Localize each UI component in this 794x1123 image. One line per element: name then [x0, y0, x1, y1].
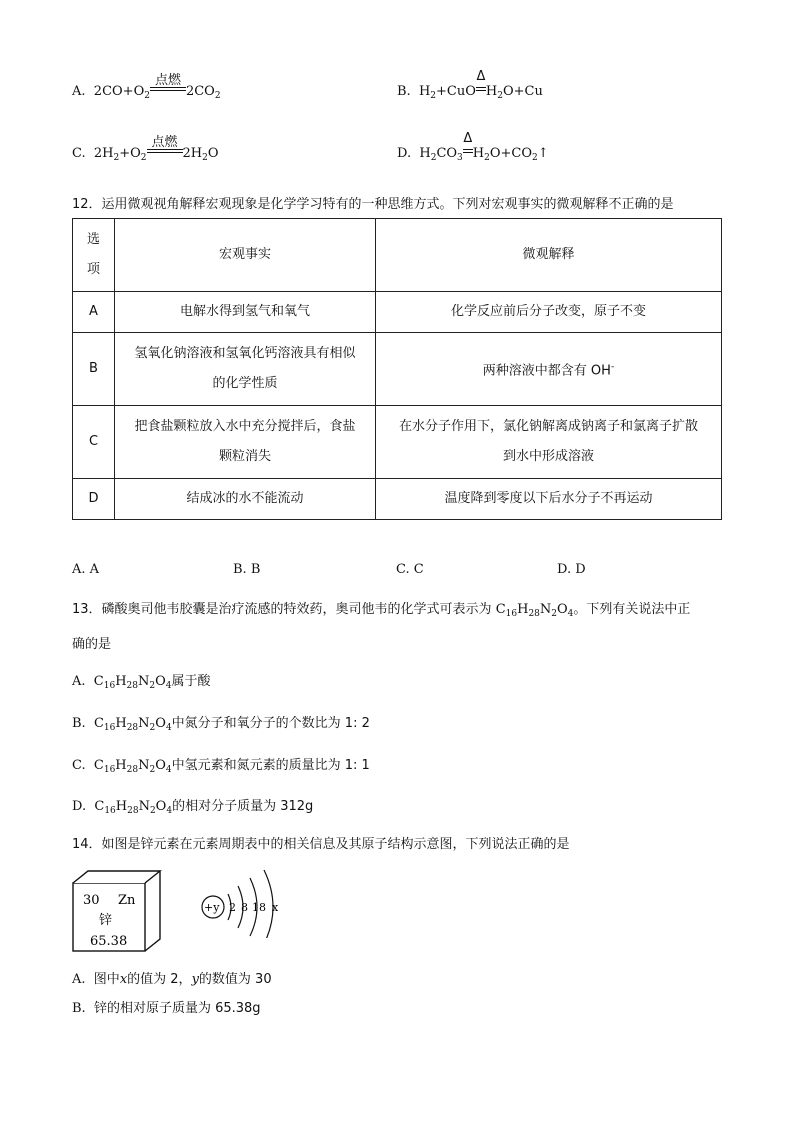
reaction-condition: 点燃	[150, 84, 186, 99]
row-option: B	[73, 333, 115, 406]
row-explanation: 两种溶液中都含有 OH-	[376, 333, 722, 406]
chemical-formula: $C_{16}H_{28}N_2O_4$	[93, 758, 172, 775]
shell-electrons: 2	[229, 901, 236, 914]
row-fact: 结成冰的水不能流动	[115, 479, 376, 520]
q12-answer-d: D. D	[557, 562, 586, 577]
row-fact: 把食盐颗粒放入水中充分搅拌后，食盐 颗粒消失	[115, 406, 376, 479]
shell-electrons: 8	[241, 901, 248, 914]
q12-stem: 12．运用微观视角解释宏观现象是化学学习特有的一种思维方式。下列对宏观事实的微观解释不正确的是	[72, 197, 674, 212]
header-explanation: 微观解释	[376, 219, 722, 292]
table-row	[73, 333, 722, 406]
element-symbol: Zn	[118, 893, 136, 908]
atomic-mass: 65.38	[90, 934, 128, 949]
q14-option-b: B. 锌的相对原子质量为 65.38g	[72, 1001, 261, 1016]
chemical-formula: $C_{16}H_{28}N_2O_4$	[93, 716, 172, 733]
atomic-number: 30	[83, 893, 100, 908]
row-option: A	[73, 292, 115, 333]
row-explanation: 化学反应前后分子改变，原子不变	[376, 292, 722, 333]
q14-stem: 14．如图是锌元素在元素周期表中的相关信息及其原子结构示意图，下列说法正确的是	[72, 837, 570, 852]
element-name: 锌	[99, 913, 113, 928]
table-row	[73, 292, 722, 333]
table-row	[73, 406, 722, 479]
chemical-formula: $C_{16}H_{28}N_2O_4$	[93, 674, 172, 691]
shell-electrons: 18	[252, 901, 266, 914]
reaction-condition: Δ	[463, 146, 473, 161]
header-fact: 宏观事实	[115, 219, 376, 292]
row-option: D	[73, 479, 115, 520]
chemical-formula: $C_{16}H_{28}N_2O_4$	[94, 799, 173, 816]
q14-option-a: A. 图中x的值为 2，y的数值为 30	[72, 972, 272, 987]
q12-answer-c: C. C	[396, 562, 424, 577]
chemical-formula: $C_{16}H_{28}N_2O_4$	[495, 602, 574, 619]
row-option: C	[73, 406, 115, 479]
row-fact: 电解水得到氢气和氧气	[115, 292, 376, 333]
q13-option-d: D. $C_{16}H_{28}N_2O_4$的相对分子质量为 312g	[72, 799, 314, 816]
q11-option-c: C. $2H_2+O_2$ 点燃 $2H_2O$	[72, 135, 219, 163]
q11-option-d: D. $H_2CO_3$ Δ $H_2O+CO_2↑$	[397, 131, 549, 163]
nucleus-charge: +y	[204, 901, 220, 914]
periodic-table-cell	[72, 870, 162, 952]
q12-answer-a: A. A	[72, 562, 100, 577]
reaction-condition: Δ	[476, 84, 486, 99]
q12-answer-b: B. B	[233, 562, 261, 577]
shell-electrons: x	[272, 901, 279, 914]
header-option: 选 项	[73, 219, 115, 292]
q11-option-a: A. $2CO+O_2$ 点燃 $2CO_2$	[72, 73, 221, 101]
q13-option-b: B. $C_{16}H_{28}N_2O_4$中氮分子和氧分子的个数比为 1: 2	[72, 716, 370, 733]
atom-structure-diagram	[198, 862, 298, 938]
q11-option-b: B. $H_2+CuO$ Δ $H_2O+Cu$	[397, 69, 543, 101]
reaction-condition: 点燃	[147, 146, 183, 161]
q13-option-a: A. $C_{16}H_{28}N_2O_4$属于酸	[72, 674, 211, 691]
q13-option-c: C. $C_{16}H_{28}N_2O_4$中氢元素和氮元素的质量比为 1: 1	[72, 758, 370, 775]
q13-stem: 13．磷酸奥司他韦胶囊是治疗流感的特效药，奥司他韦的化学式可表示为 $C_{16}H_{28}N_2O_4$。下列有关说法中正	[72, 602, 691, 619]
row-explanation: 在水分子作用下，氯化钠解离成钠离子和氯离子扩散 到水中形成溶液	[376, 406, 722, 479]
q13-stem-line2: 确的是	[72, 637, 112, 652]
row-fact: 氢氧化钠溶液和氢氧化钙溶液具有相似 的化学性质	[115, 333, 376, 406]
row-explanation: 温度降到零度以下后水分子不再运动	[376, 479, 722, 520]
table-header-row	[73, 219, 722, 292]
table-row	[73, 479, 722, 520]
q12-table	[72, 218, 722, 520]
